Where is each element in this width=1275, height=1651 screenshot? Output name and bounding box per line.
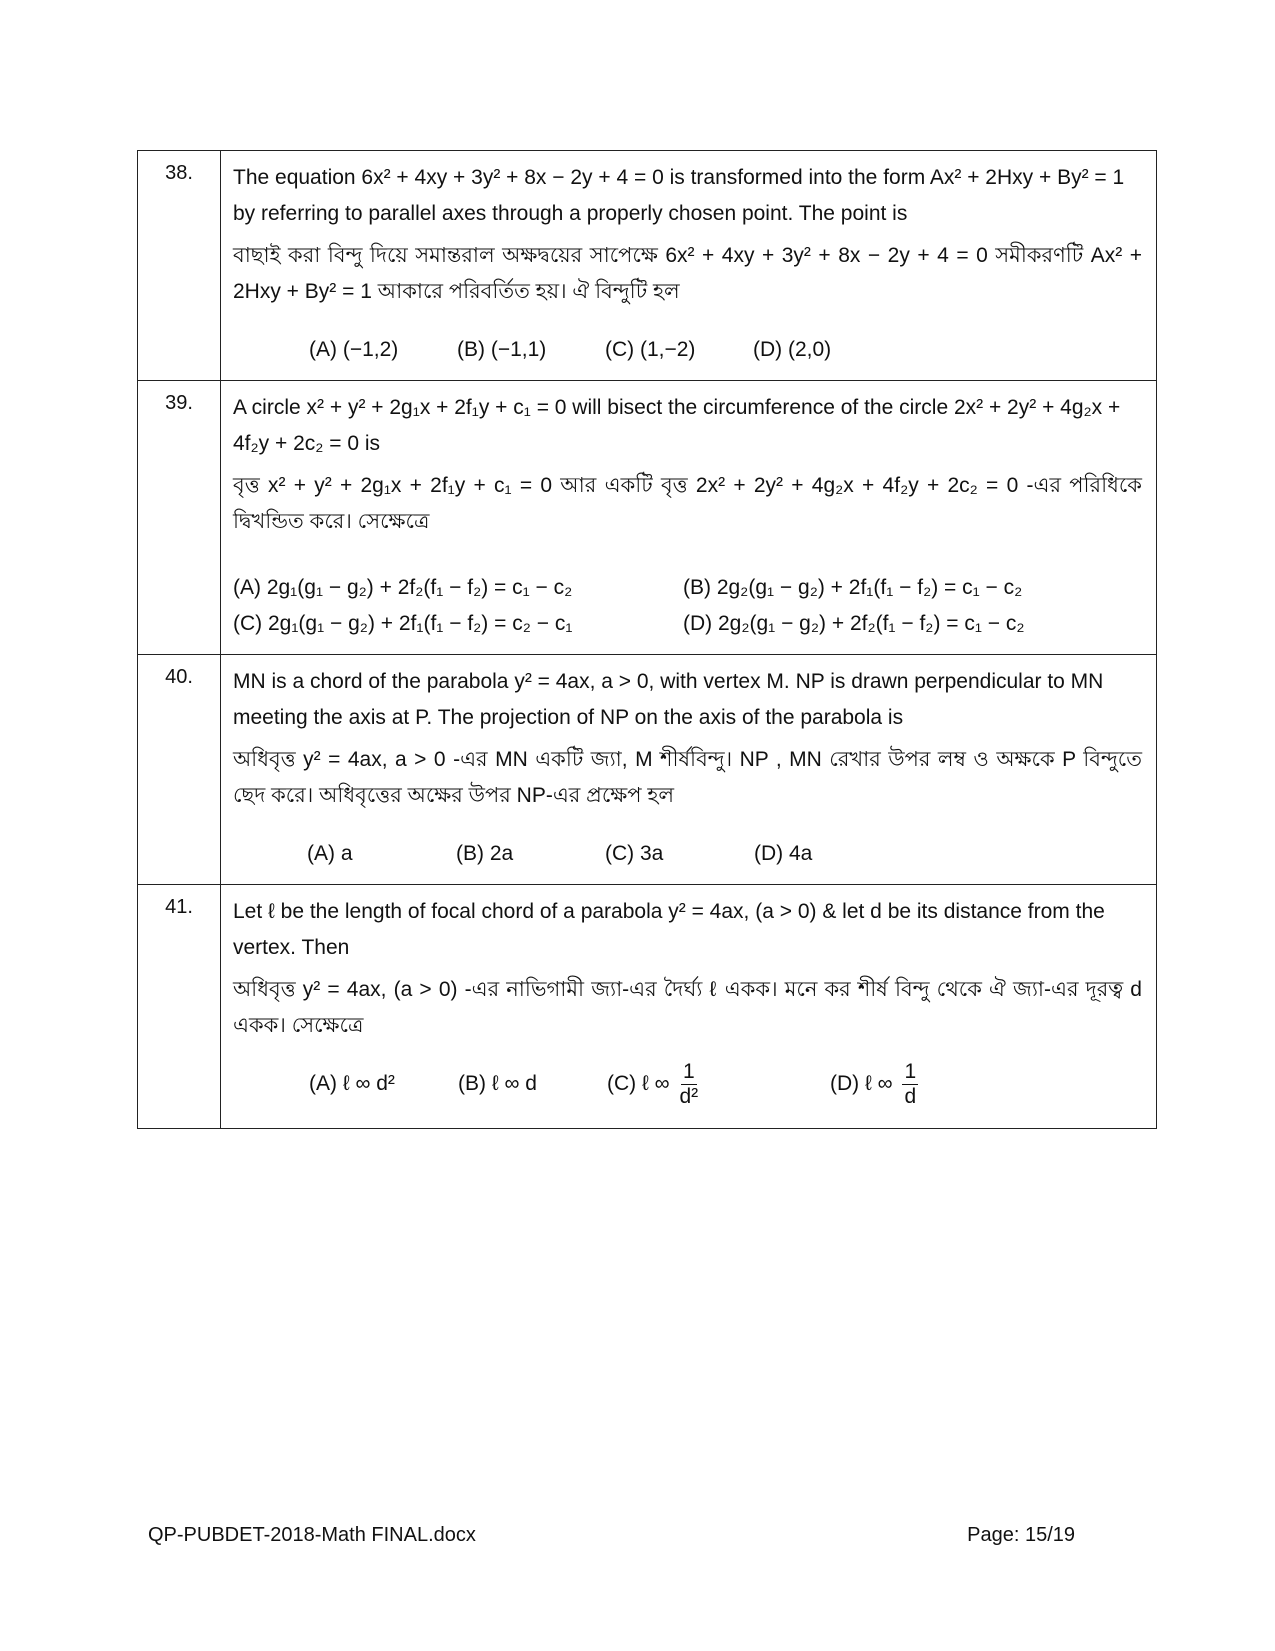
option-a: (A) 2g₁(g₁ − g₂) + 2f₂(f₁ − f₂) = c₁ − c₂ [233,576,573,599]
option-b: (B) (−1,1) [457,338,547,361]
question-number: 40. [138,655,221,885]
option-c: (C) (1,−2) [605,338,696,361]
fraction-numerator: 1 [904,1059,917,1083]
question-text-en: MN is a chord of the parabola y² = 4ax, a > 0, with vertex M. NP is drawn perpendicular to MN meeting the axis at P. The projection of NP on the axis of the parabola is [233,670,1104,729]
question-row-38 [138,151,1157,381]
option-a: (A) a [307,842,353,865]
option-b: (B) 2g₂(g₁ − g₂) + 2f₁(f₁ − f₂) = c₁ − c₂ [683,576,1023,599]
page-footer [148,1524,1075,1547]
fraction-one-over-d-squared [679,1060,698,1109]
options [233,332,1142,368]
question-number: 39. [138,381,221,655]
option-c-label: (C) ℓ ∞ [607,1071,670,1095]
option-c: (C) 3a [605,842,664,865]
question-text-en: The equation 6x² + 4xy + 3y² + 8x − 2y + 4 = 0 is transformed into the form Ax² + 2Hxy + By² = 1 by referring to parallel axes through a properly chosen point. The point is [233,166,1125,225]
question-text-bn: বৃত্ত x² + y² + 2g₁x + 2f₁y + c₁ = 0 আর একটি বৃত্ত 2x² + 2y² + 4g₂x + 4f₂y + 2c₂ = 0 -এর পরিধিকে দ্বিখন্ডিত করে। সেক্ষেত্রে [233,474,1142,533]
option-c: (C) 2g₁(g₁ − g₂) + 2f₁(f₁ − f₂) = c₂ − c₁ [233,612,573,635]
option-d-label: (D) ℓ ∞ [830,1071,893,1095]
question-text-bn: বাছাই করা বিন্দু দিয়ে সমান্তরাল অক্ষদ্বয়ের সাপেক্ষে 6x² + 4xy + 3y² + 8x − 2y + 4 = 0 সমীকরণটি Ax² + 2Hxy + By² = 1 আকারে পরিবর্তিত হয়। ঐ বিন্দুটি হল [233,244,1142,303]
option-a: (A) ℓ ∞ d² [309,1072,395,1095]
fraction-denominator: d [904,1084,917,1108]
question-text-en: Let ℓ be the length of focal chord of a parabola y² = 4ax, (a > 0) & let d be its distance from the vertex. Then [233,900,1105,959]
question-row-39 [138,381,1157,655]
options [233,1052,1142,1116]
options [233,570,1142,642]
question-text-en: A circle x² + y² + 2g₁x + 2f₁y + c₁ = 0 will bisect the circumference of the circle 2x² + 2y² + 4g₂x + 4f₂y + 2c₂ = 0 is [233,396,1121,455]
option-b: (B) ℓ ∞ d [458,1072,537,1095]
option-b: (B) 2a [456,842,514,865]
question-text-bn: অধিবৃত্ত y² = 4ax, a > 0 -এর MN একটি জ্যা, M শীর্ষবিন্দু। NP , MN রেখার উপর লম্ব ও অক্ষকে P বিন্দুতে ছেদ করে। অধিবৃত্তের অক্ষের উপর NP-এর প্রক্ষেপ হল [233,748,1142,807]
option-d: (D) 4a [754,842,813,865]
options [233,836,1142,872]
question-row-41 [138,885,1157,1129]
footer-filename: QP-PUBDET-2018-Math FINAL.docx [148,1524,476,1546]
questions-table [137,150,1157,1129]
fraction-numerator: 1 [682,1059,695,1083]
fraction-one-over-d [902,1060,918,1109]
question-row-40 [138,655,1157,885]
option-d [830,1060,918,1109]
question-text-bn: অধিবৃত্ত y² = 4ax, (a > 0) -এর নাভিগামী জ্যা-এর দৈর্ঘ্য ℓ একক। মনে কর শীর্ষ বিন্দু থেকে ঐ জ্যা-এর দূরত্ব d একক। সেক্ষেত্রে [233,978,1142,1037]
option-c [607,1060,830,1109]
footer-page-number: Page: 15/19 [967,1524,1075,1546]
question-number: 41. [138,885,221,1129]
option-d: (D) 2g₂(g₁ − g₂) + 2f₂(f₁ − f₂) = c₁ − c₂ [683,612,1025,635]
option-a: (A) (−1,2) [309,338,399,361]
question-number: 38. [138,151,221,381]
fraction-denominator: d² [679,1084,699,1108]
option-d: (D) (2,0) [753,338,832,361]
